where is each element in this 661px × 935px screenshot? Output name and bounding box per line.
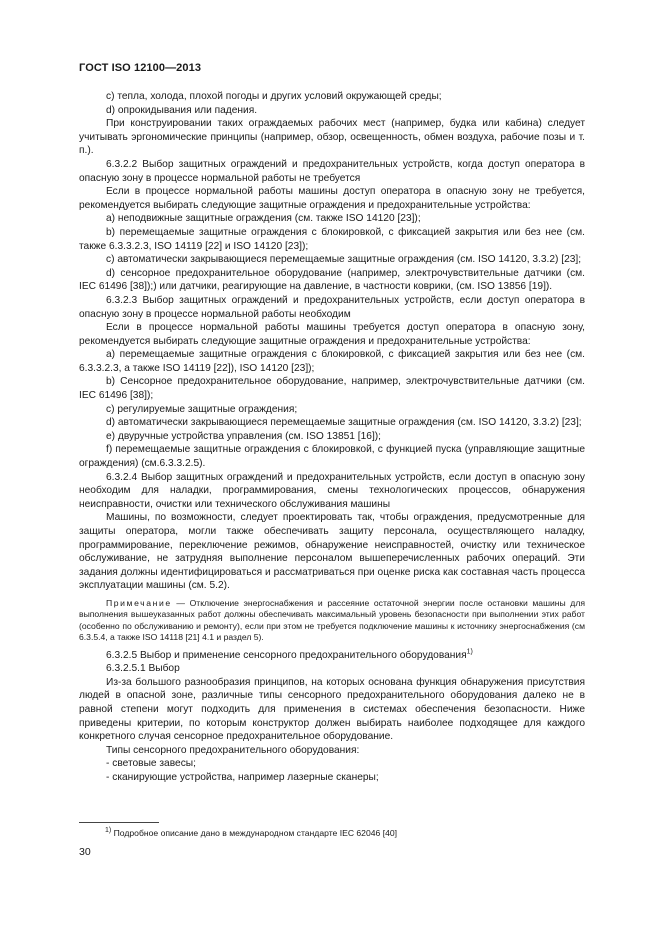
section-heading-6322: 6.3.2.2 Выбор защитных ограждений и предохранительных устройств, когда доступ оператора в опасную зону в процессе нормальной работы не требуется: [79, 158, 585, 184]
list-item: b) перемещаемые защитные ограждения с блокировкой, с фиксацией закрытия или без нее (см. также 6.3.3.2.3, ISO 14119 [22] и ISO 14120 [23]);: [79, 226, 585, 252]
document-body: [79, 90, 585, 785]
paragraph: При конструировании таких ограждаемых рабочих мест (например, будка или кабина) следует учитывать эргономические принципы (например, обзор, освещенность, обмен воздуха, рабочие позы и т. п.).: [79, 118, 585, 157]
list-item: - световые завесы;: [106, 758, 196, 770]
list-item: d) сенсорное предохранительное оборудование (например, электрочувствительные датчики (см. IEC 61496 [38]);) или датчики, реагирующие на давление, в частности коврики, (см. ISO 13856 [19]).: [79, 267, 585, 293]
list-item: c) регулируемые защитные ограждения;: [106, 403, 298, 415]
list-item: - сканирующие устройства, например лазерные сканеры;: [106, 771, 379, 783]
footnote: [105, 828, 397, 839]
paragraph: Машины, по возможности, следует проектировать так, чтобы ограждения, предусмотренные для защиты оператора, могли также обеспечивать защиту персонала, осуществляющего наладку, программирование, переключение режимов, обнаружение неисправностей, очистку или техническое обслуживание, не затрудняя выполнение персоналом вышеперечисленных рабочих операций. Эти задания должны идентифицироваться и рассматриваться при оценке риска как составная часть процесса эксплуатации машины (см. 5.2).: [79, 512, 585, 592]
section-heading-6323: 6.3.2.3 Выбор защитных ограждений и предохранительных устройств, если доступ оператора в опасную зону в процессе нормальной работы необходим: [79, 294, 585, 320]
page-number: 30: [79, 846, 91, 858]
list-item: f) перемещаемые защитные ограждения с блокировкой, с функцией пуска (управляющие защитные ограждения) (см.6.3.3.2.5).: [79, 444, 585, 470]
note-text: — Отключение энергоснабжения и рассеяние остаточной энергии после остановки машины для выполнения вышеуказанных работ должны обеспечивать максимальный уровень безопасности при выполнении этих работ (особенно по обслуживанию и ремонту), если при этом не требуется подключение машины к источнику энергоснабжения (см 6.3.5.4, а также ISO 14118 [21] 4.1 и раздел 5).: [79, 597, 585, 643]
list-item: e) двуручные устройства управления (см. ISO 13851 [16]);: [106, 430, 382, 442]
paragraph: Из-за большого разнообразия принципов, на которых основана функция обнаружения присутствия людей в опасной зоне, различные типы сенсорного предохранительного оборудования далеко не в равной степени могут подходить для применения в системах обеспечения безопасности. Ниже приведены критерии, по которым конструктор должен выбирать наиболее подходящее для каждого конкретного случая сенсорное предохранительное оборудование.: [79, 676, 585, 743]
list-item: d) автоматически закрывающиеся перемещаемые защитные ограждения (см. ISO 14120, 3.3.2) [23];: [106, 417, 582, 429]
paragraph: Если в процессе нормальной работы машины доступ оператора в опасную зону не требуется, рекомендуется выбирать следующие защитные ограждения и предохранительные устройства:: [79, 186, 585, 211]
footnote-mark: 1): [105, 827, 112, 835]
footnote-ref: 1): [466, 648, 473, 656]
list-item: a) неподвижные защитные ограждения (см. также ISO 14120 [23]);: [106, 213, 421, 225]
section-heading-6325: 6.3.2.5 Выбор и применение сенсорного предохранительного оборудования$^{1)}$: [106, 648, 473, 661]
list-item: c) автоматически закрывающиеся перемещаемые защитные ограждения (см. ISO 14120, 3.3.2) [23];: [106, 254, 582, 266]
paragraph: d) опрокидывания или падения.: [106, 104, 258, 116]
paragraph: Если в процессе нормальной работы машины требуется доступ оператора в опасную зону, рекомендуется выбирать следующие защитные ограждения и предохранительные устройства:: [79, 322, 585, 347]
section-heading-6324: 6.3.2.4 Выбор защитных ограждений и предохранительных устройств, если доступ в опасную зону необходим для наладки, программирования, смены технологических процессов, обнаружения неисправности, очистки или технического обслуживания машины: [79, 471, 585, 510]
note: [79, 598, 585, 644]
list-item: a) перемещаемые защитные ограждения с блокировкой, с фиксацией закрытия или без нее (см. 6.3.3.2.3, а также ISO 14119 [22]), ISO 14120 [23]);: [79, 349, 585, 374]
footnote-divider: [79, 822, 159, 823]
document-header: ГОСТ ISO 12100—2013: [79, 62, 202, 74]
note-label: Примечание: [106, 597, 172, 608]
paragraph: Типы сенсорного предохранительного оборудования:: [106, 744, 360, 756]
footnote-text: Подробное описание дано в международном стандарте IEC 62046 [40]: [111, 828, 398, 838]
section-heading-63251: 6.3.2.5.1 Выбор: [106, 663, 180, 675]
list-item: b) Сенсорное предохранительное оборудование, например, электрочувствительные датчики (см. IEC 61496 [38]);: [79, 376, 585, 402]
paragraph: c) тепла, холода, плохой погоды и других условий окружающей среды;: [106, 91, 442, 102]
